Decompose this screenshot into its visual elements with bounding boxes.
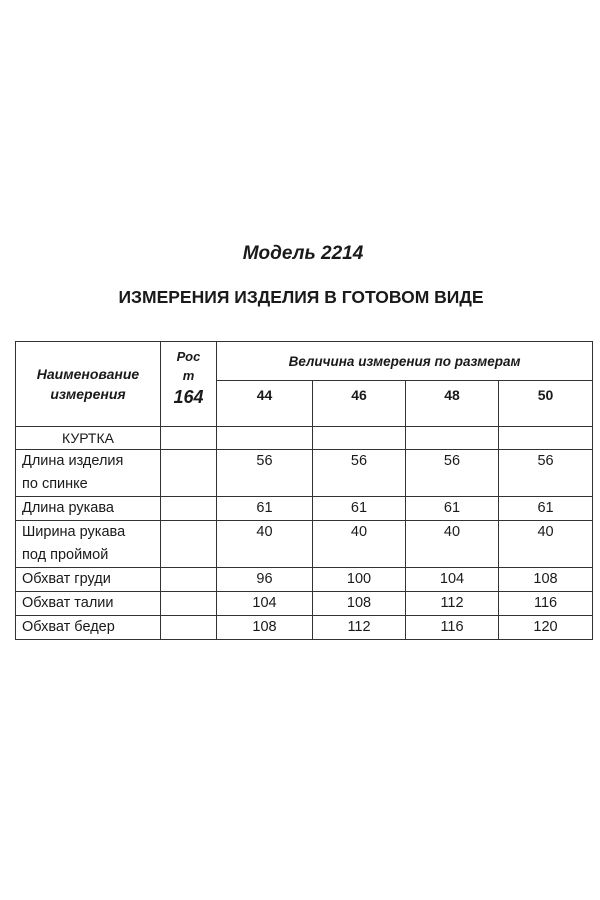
value-cell: 108 [217, 616, 313, 640]
value-cell: 104 [217, 592, 313, 616]
row-label [16, 450, 161, 497]
value-cell: 56 [499, 450, 593, 497]
empty-cell [161, 521, 217, 568]
name-header-line1: Наименование [36, 366, 140, 382]
value-cell: 108 [313, 592, 406, 616]
measurements-table [15, 341, 593, 640]
header-row-top [16, 342, 593, 381]
model-title: Модель 2214 [242, 243, 364, 264]
value-cell: 61 [499, 497, 593, 521]
row-label: Обхват бедер [16, 616, 161, 640]
document-heading: ИЗМЕРЕНИЯ ИЗДЕЛИЯ В ГОТОВОМ ВИДЕ [118, 287, 484, 307]
height-label-line1: Рос [176, 349, 201, 364]
row-label-line2: по спинке [22, 476, 88, 492]
value-cell: 116 [406, 616, 499, 640]
table-row [16, 568, 593, 592]
row-label: Обхват груди [16, 568, 161, 592]
row-label-line1: Длина изделия [22, 453, 124, 469]
row-label: Обхват талии [16, 592, 161, 616]
value-cell: 56 [217, 450, 313, 497]
value-cell: 96 [217, 568, 313, 592]
empty-cell [161, 616, 217, 640]
size-header-46: 46 [313, 381, 406, 427]
row-label-line2: под проймой [22, 547, 109, 563]
empty-cell [161, 497, 217, 521]
empty-cell [161, 592, 217, 616]
row-label-line1: Ширина рукава [22, 524, 126, 540]
table-row [16, 497, 593, 521]
value-cell: 104 [406, 568, 499, 592]
height-header [161, 342, 217, 427]
value-cell: 108 [499, 568, 593, 592]
height-value: 164 [173, 387, 204, 407]
table-row [16, 592, 593, 616]
value-cell: 61 [217, 497, 313, 521]
size-header-44: 44 [217, 381, 313, 427]
row-label [16, 521, 161, 568]
name-header-line2: измерения [50, 386, 126, 402]
empty-cell [161, 427, 217, 450]
height-label [161, 342, 216, 385]
value-cell: 40 [406, 521, 499, 568]
empty-cell [313, 427, 406, 450]
value-cell: 112 [313, 616, 406, 640]
empty-cell [161, 450, 217, 497]
empty-cell [217, 427, 313, 450]
size-header-50: 50 [499, 381, 593, 427]
value-cell: 56 [313, 450, 406, 497]
value-cell: 40 [499, 521, 593, 568]
height-label-line2: т [182, 368, 195, 383]
value-cell: 61 [313, 497, 406, 521]
section-row [16, 427, 593, 450]
table-row [16, 521, 593, 568]
value-cell: 112 [406, 592, 499, 616]
empty-cell [161, 568, 217, 592]
section-label: КУРТКА [16, 427, 161, 450]
empty-cell [499, 427, 593, 450]
value-cell: 61 [406, 497, 499, 521]
measurement-name-header [16, 342, 161, 427]
table-row [16, 616, 593, 640]
value-cell: 100 [313, 568, 406, 592]
table-row [16, 450, 593, 497]
size-group-header: Величина измерения по размерам [217, 342, 593, 381]
empty-cell [406, 427, 499, 450]
value-cell: 116 [499, 592, 593, 616]
value-cell: 40 [313, 521, 406, 568]
value-cell: 120 [499, 616, 593, 640]
row-label: Длина рукава [16, 497, 161, 521]
size-header-48: 48 [406, 381, 499, 427]
value-cell: 40 [217, 521, 313, 568]
value-cell: 56 [406, 450, 499, 497]
